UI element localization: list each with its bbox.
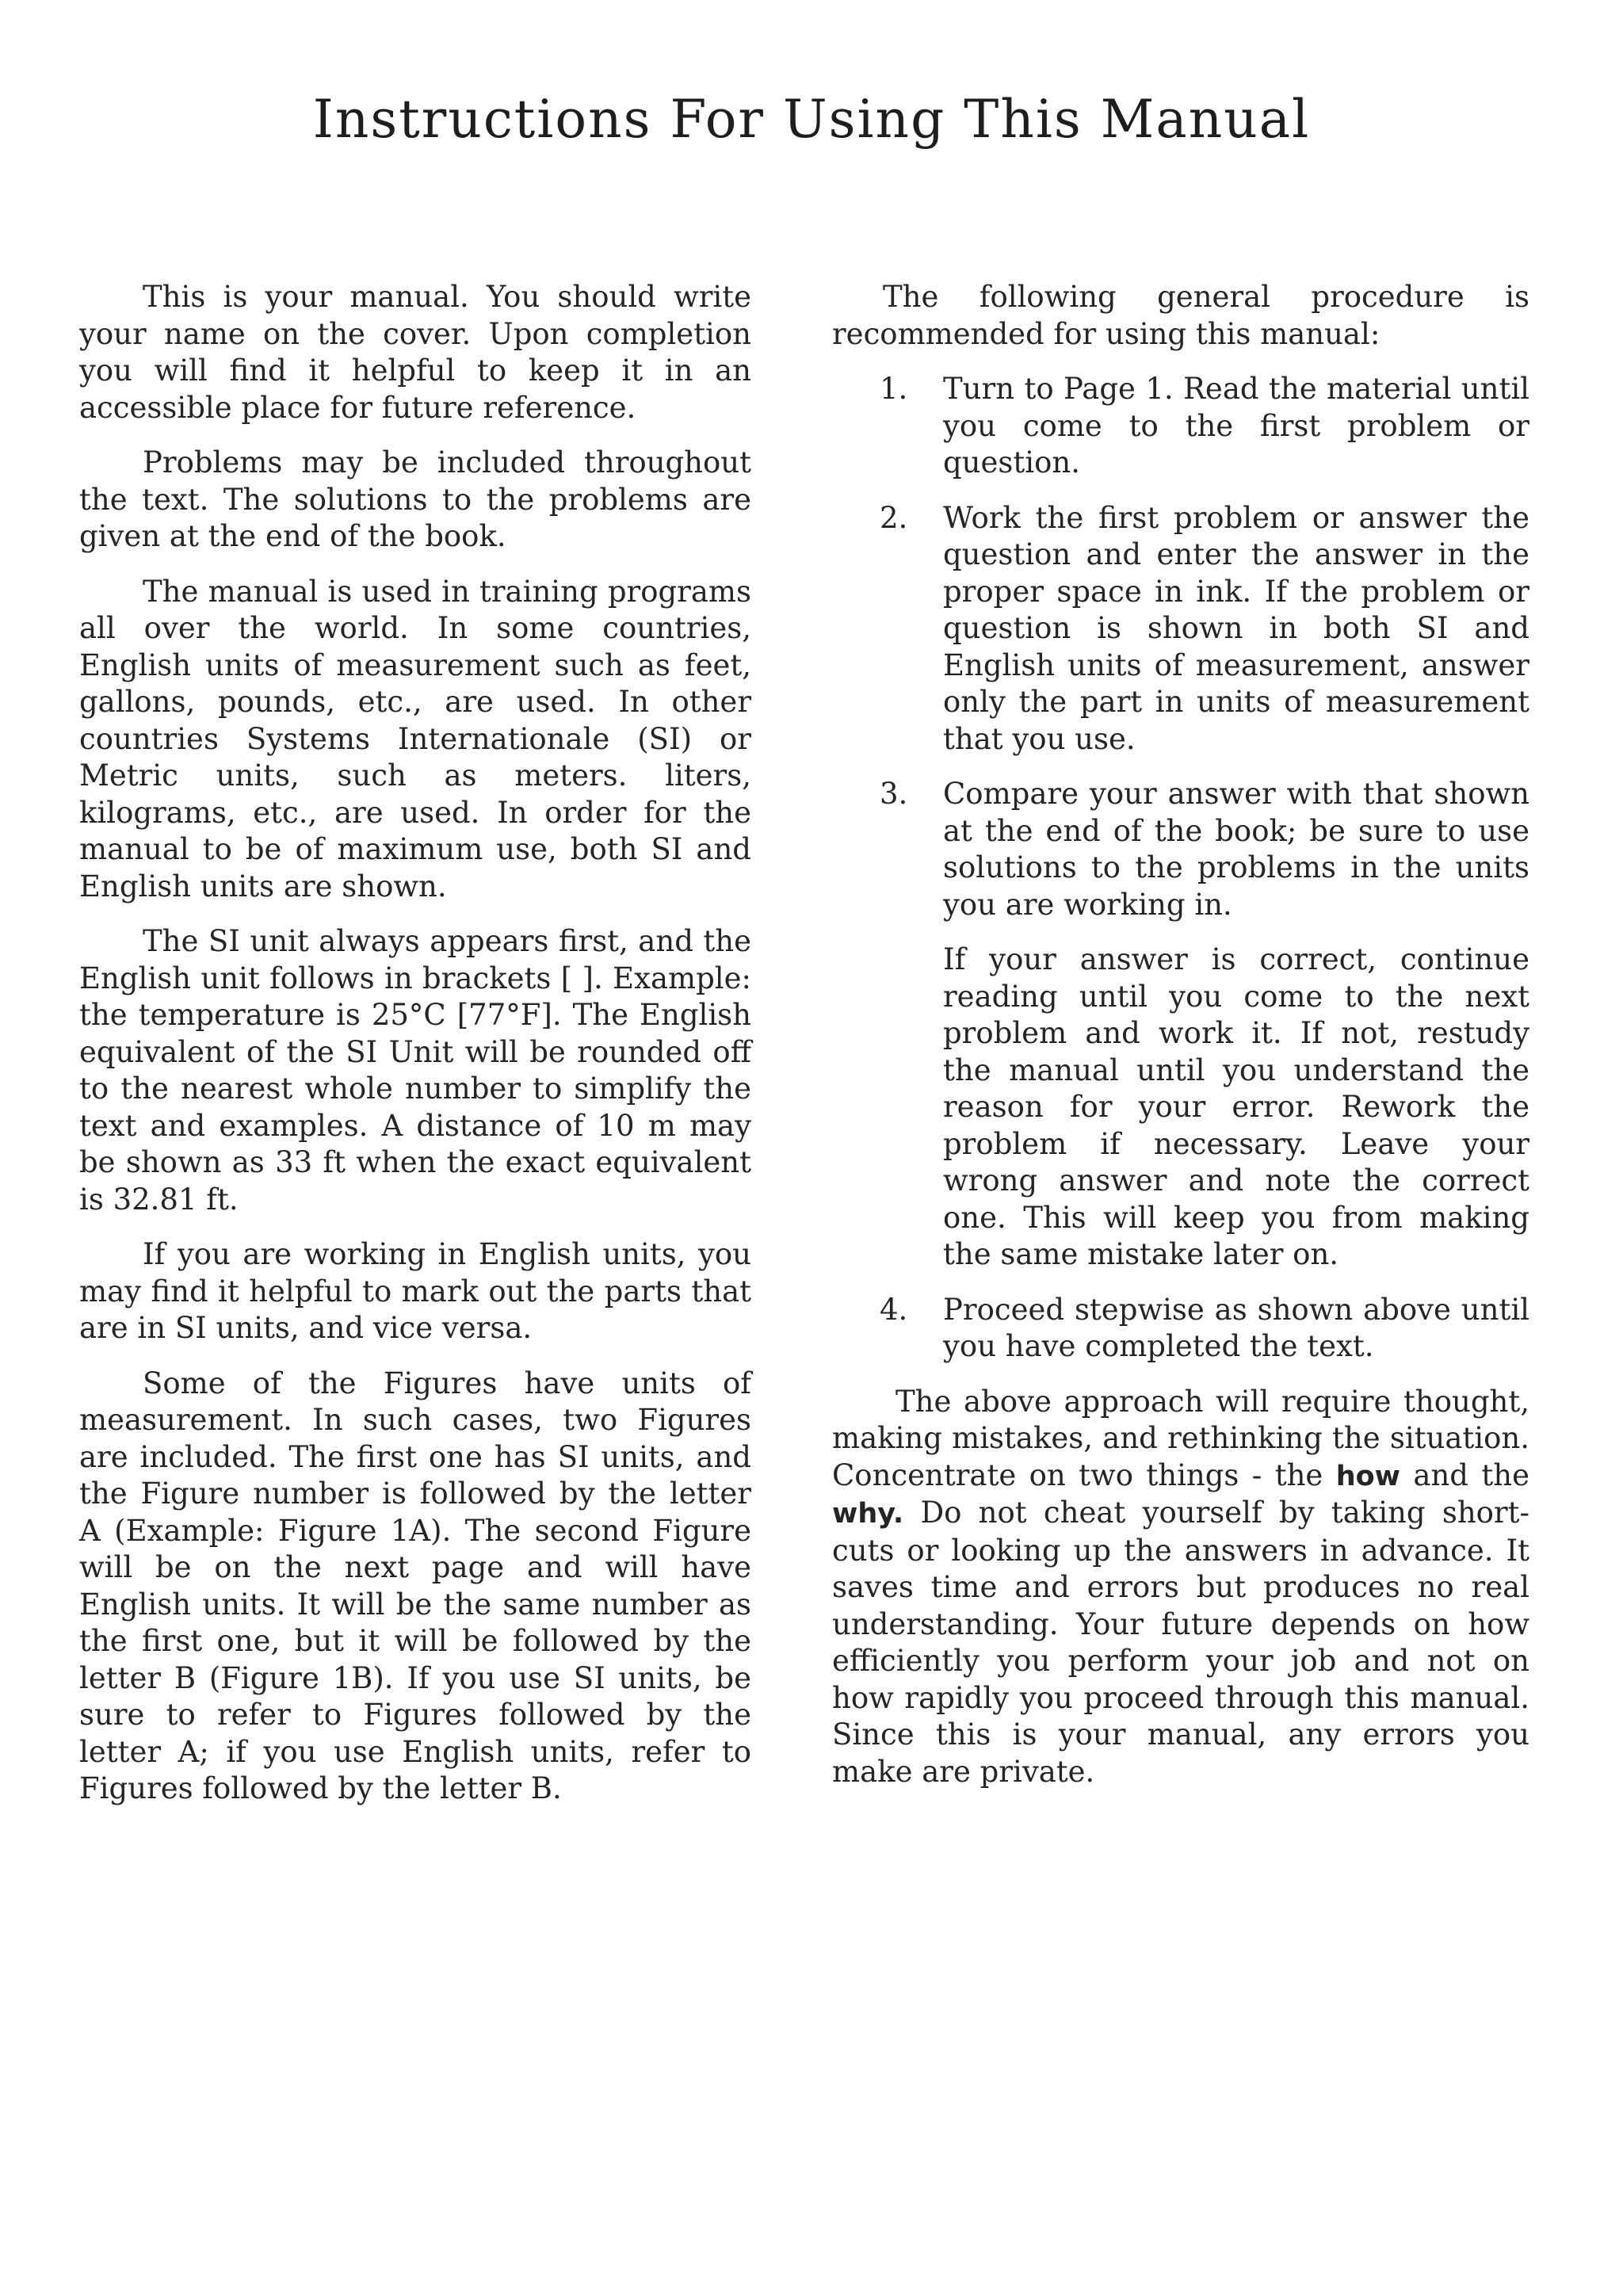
closing-paragraph: [832, 1384, 1529, 1791]
step-text: Turn to Page 1. Read the material until you come to the first problem or question.: [943, 372, 1529, 479]
paragraph-figures: Some of the Figures have units of measurement. In such cases, two Figures are included. The first one has SI units, and the Figure number is followed by the letter A (Example: Figure 1A). The second Figure will be on the next page and will have English units. It will be the same number as the first one, but it will be followed by the letter B (Figure 1B). If you use SI units, be sure to refer to Figures followed by the letter A; if you use English units, refer to Figures followed by the letter B.: [79, 1366, 751, 1805]
step-number: 3.: [880, 777, 908, 811]
procedure-intro: The following general procedure is recommended for using this manual:: [832, 280, 1529, 351]
paragraph-units-usage: The manual is used in training programs all over the world. In some countries, English units of measurement such as feet, gallons, pounds, etc., are used. In other countries Systems Internationale (SI) or Metric units, such as meters. liters, kilograms, etc., are used. In order for the manual to be of maximum use, both SI and English units are shown.: [79, 574, 751, 904]
closing-text-part2: and the: [1400, 1457, 1529, 1492]
keyword-why: why.: [832, 1498, 904, 1530]
left-column: [79, 279, 751, 1826]
keyword-how: how: [1335, 1460, 1401, 1492]
paragraph-problems: Problems may be included throughout the text. The solutions to the problems are given at the end of the book.: [79, 445, 751, 553]
closing-text-part3: Do not cheat yourself by taking short-cuts or looking up the answers in advance. It saves time and errors but produces no real understanding. Your future depends on how efficiently you perform your job and not on how rapidly you proceed through this manual. Since this is your manual, any errors you make are private.: [832, 1496, 1529, 1789]
page-title: Instructions For Using This Manual: [312, 89, 1311, 150]
paragraph-mark-out: If you are working in English units, you may find it helpful to mark out the parts that are in SI units, and vice versa.: [79, 1237, 751, 1345]
procedure-step: [832, 776, 1529, 1274]
step-text: Work the first problem or answer the question and enter the answer in the proper space in ink. If the problem or question is shown in both SI and English units of measurement, answer only the part in units of measurement that you use.: [943, 500, 1529, 756]
step-followup-paragraph: If your answer is correct, continue reading until you come to the next problem and work it. If not, restudy the manual until you understand the reason for your error. Rework the problem if necessary. Leave your wrong answer and note the correct one. This will keep you from making the same mistake later on.: [943, 942, 1529, 1271]
step-number: 1.: [880, 372, 908, 406]
procedure-step: [832, 500, 1529, 758]
paragraph-si-first: The SI unit always appears first, and the English unit follows in brackets [ ]. Example: the temperature is 25°C [77°F]. The English equivalent of the SI Unit will be rounded off to the nearest whole number to simplify the text and examples. A distance of 10 m may be shown as 33 ft when the exact equivalent is 32.81 ft.: [79, 924, 751, 1217]
step-number: 2.: [880, 500, 908, 535]
step-number: 4.: [880, 1292, 908, 1327]
procedure-steps: [832, 371, 1529, 1366]
step-text: Compare your answer with that shown at the end of the book; be sure to use solutions to the problems in the units you are working in.: [943, 777, 1529, 922]
step-text: Proceed stepwise as shown above until you have completed the text.: [943, 1292, 1529, 1363]
right-column: [832, 279, 1529, 1809]
procedure-step: [832, 1292, 1529, 1366]
closing-text-part1: The above approach will require thought, making mistakes, and rethinking the situation. Concentrate on two things - the: [832, 1384, 1529, 1492]
procedure-step: [832, 371, 1529, 482]
paragraph-your-manual: This is your manual. You should write your name on the cover. Upon completion you will find it helpful to keep it in an accessible place for future reference.: [79, 280, 751, 425]
